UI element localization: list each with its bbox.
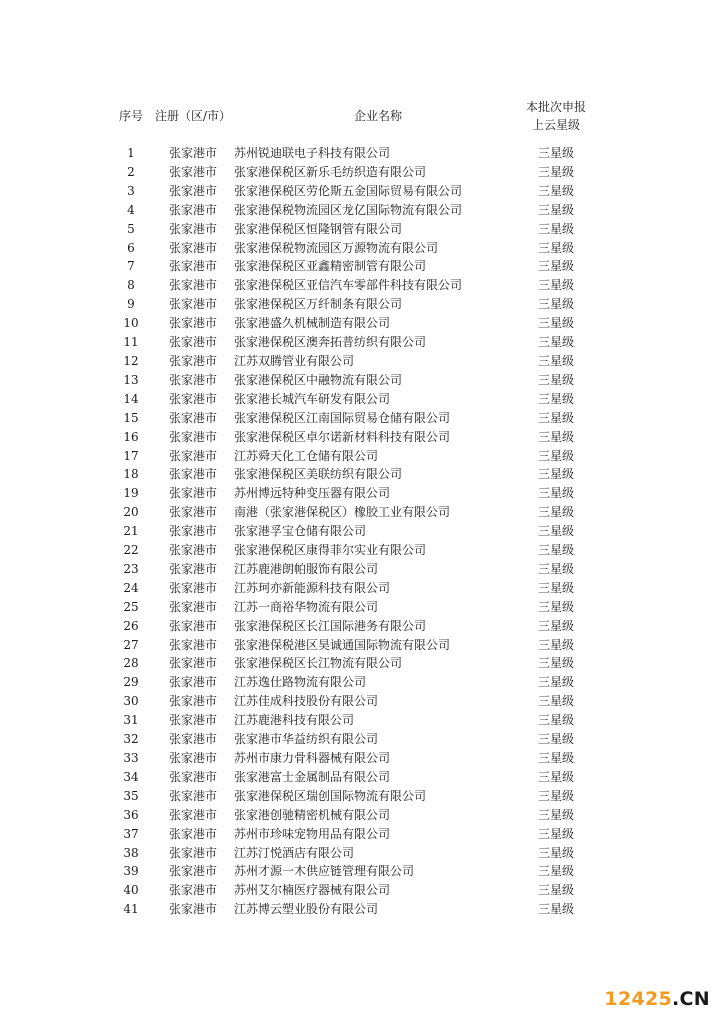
table-row (110, 220, 590, 239)
cell-region: 张家港市 (168, 353, 217, 368)
cell-no: 15 (123, 410, 139, 425)
cell-no: 30 (123, 694, 139, 709)
cell-level: 三星级 (537, 505, 574, 520)
cell-region: 张家港市 (168, 505, 217, 520)
cell-company: 张家港保税区新乐毛纺织造有限公司 (234, 164, 427, 179)
cell-company: 张家港保税区恒隆钢管有限公司 (234, 221, 403, 236)
cell-level: 三星级 (537, 240, 574, 255)
table-row (110, 276, 590, 295)
cell-company: 苏州锐迪联电子科技有限公司 (234, 146, 391, 160)
table-row (110, 201, 590, 220)
cell-level: 三星级 (537, 599, 574, 614)
cell-no: 31 (123, 713, 139, 728)
cell-region: 张家港市 (168, 467, 217, 482)
table-row (110, 711, 590, 730)
table-row (110, 371, 590, 390)
site-watermark-logo (604, 988, 710, 1010)
cell-company: 江苏鹿港朗帕服饰有限公司 (234, 561, 379, 576)
cell-no: 2 (127, 164, 135, 179)
cell-no: 22 (123, 543, 139, 558)
cell-level: 三星级 (537, 391, 574, 406)
cell-level: 三星级 (537, 826, 574, 841)
cell-level: 三星级 (537, 353, 574, 368)
cell-region: 张家港市 (168, 769, 217, 784)
cell-region: 张家港市 (168, 278, 217, 293)
cell-company: 张家港保税区中融物流有限公司 (234, 372, 403, 387)
cell-company: 苏州艾尔楠医疗器械有限公司 (234, 883, 391, 898)
cell-level: 三星级 (537, 543, 574, 558)
table-row (110, 295, 590, 314)
cell-level: 三星级 (537, 524, 574, 539)
cell-level: 三星级 (537, 410, 574, 425)
table-row (110, 692, 590, 711)
cell-company: 张家港保税区长江物流有限公司 (234, 656, 403, 671)
cell-company: 南港（张家港保税区）橡胶工业有限公司 (234, 505, 451, 520)
cell-no: 18 (123, 467, 139, 482)
cell-level: 三星级 (537, 769, 574, 784)
table-body (110, 144, 590, 919)
cell-no: 29 (123, 675, 139, 690)
cell-region: 张家港市 (168, 183, 217, 198)
cell-no: 38 (123, 845, 139, 860)
cell-no: 5 (127, 221, 135, 236)
table-row (110, 447, 590, 466)
cell-region: 张家港市 (168, 637, 217, 652)
table-row (110, 579, 590, 598)
cell-company: 江苏舜天化工仓储有限公司 (234, 448, 379, 463)
cell-region: 张家港市 (168, 656, 217, 671)
table-row (110, 787, 590, 806)
cell-company: 张家港富士金属制品有限公司 (234, 769, 391, 784)
table-row (110, 806, 590, 825)
cell-region: 张家港市 (168, 164, 217, 179)
cell-level: 三星级 (537, 429, 574, 444)
table-row (110, 503, 590, 522)
cell-region: 张家港市 (168, 902, 217, 917)
cell-region: 张家港市 (168, 561, 217, 576)
header-region: 注册（区/市） (154, 109, 232, 123)
cell-company: 江苏博云塑业股份有限公司 (234, 902, 379, 917)
cell-no: 36 (123, 807, 139, 822)
header-company: 企业名称 (353, 109, 402, 123)
cell-no: 23 (123, 561, 139, 576)
cell-region: 张家港市 (168, 410, 217, 425)
cell-no: 11 (123, 335, 139, 350)
cell-level: 三星级 (537, 561, 574, 576)
cell-no: 35 (123, 788, 139, 803)
table-row (110, 636, 590, 655)
table-row (110, 144, 590, 163)
table-row (110, 881, 590, 900)
cell-no: 17 (123, 448, 139, 463)
cell-company: 江苏鹿港科技有限公司 (234, 713, 355, 728)
table-row (110, 654, 590, 673)
cell-no: 19 (123, 486, 139, 501)
cell-no: 33 (123, 751, 139, 765)
cell-company: 张家港保税区长江国际港务有限公司 (234, 618, 427, 633)
cell-company: 张家港盛久机械制造有限公司 (234, 316, 391, 331)
cell-company: 张家港市华益纺织有限公司 (234, 732, 379, 747)
cell-level: 三星级 (537, 751, 574, 765)
cell-region: 张家港市 (168, 713, 217, 728)
cell-level: 三星级 (537, 297, 574, 312)
cell-level: 三星级 (537, 883, 574, 898)
cell-no: 1 (127, 146, 135, 160)
cell-level: 三星级 (537, 259, 574, 274)
cell-level: 三星级 (537, 335, 574, 350)
cell-company: 苏州市康力骨科器械有限公司 (234, 751, 391, 765)
table-row (110, 182, 590, 201)
cell-company: 张家港保税区劳伦斯五金国际贸易有限公司 (234, 183, 463, 198)
cell-region: 张家港市 (168, 864, 217, 879)
cell-company: 张家港保税区亚信汽车零部件科技有限公司 (234, 278, 463, 293)
cell-region: 张家港市 (168, 146, 217, 160)
table-row (110, 730, 590, 749)
table-row (110, 673, 590, 692)
cell-no: 9 (127, 297, 135, 312)
cell-no: 7 (127, 259, 135, 274)
cell-no: 13 (123, 372, 139, 387)
cell-company: 张家港保税物流园区万源物流有限公司 (234, 240, 439, 255)
cell-region: 张家港市 (168, 618, 217, 633)
cell-level: 三星级 (537, 807, 574, 822)
table-row (110, 844, 590, 863)
cell-region: 张家港市 (168, 751, 217, 765)
cell-company: 江苏双腾管业有限公司 (234, 353, 355, 368)
cell-level: 三星级 (537, 656, 574, 671)
cell-region: 张家港市 (168, 807, 217, 822)
cell-level: 三星级 (537, 164, 574, 179)
cell-company: 张家港创驰精密机械有限公司 (234, 807, 391, 822)
table-row (110, 749, 590, 768)
table-row (110, 522, 590, 541)
table-row (110, 598, 590, 617)
cell-no: 41 (123, 902, 139, 917)
cell-company: 张家港保税港区昊诚通国际物流有限公司 (234, 637, 451, 652)
header-no: 序号 (118, 109, 143, 123)
cell-company: 江苏逸仕路物流有限公司 (234, 675, 367, 690)
cell-company: 张家港保税区美联纺织有限公司 (234, 467, 403, 482)
cell-level: 三星级 (537, 675, 574, 690)
table-row (110, 257, 590, 276)
cell-level: 三星级 (537, 202, 574, 217)
cell-level: 三星级 (537, 902, 574, 917)
cell-level: 三星级 (537, 183, 574, 198)
table-row (110, 465, 590, 484)
cell-no: 25 (123, 599, 139, 614)
table-row (110, 409, 590, 428)
watermark-number: 12425 (604, 988, 673, 1010)
cell-region: 张家港市 (168, 543, 217, 558)
cell-company: 张家港保税物流园区龙亿国际物流有限公司 (234, 202, 463, 217)
cell-no: 39 (123, 864, 139, 879)
cell-region: 张家港市 (168, 259, 217, 274)
cell-company: 江苏汀悦酒店有限公司 (234, 845, 355, 860)
cell-company: 张家港保税区亚鑫精密制管有限公司 (234, 259, 427, 274)
table-row (110, 484, 590, 503)
cell-company: 张家港保税区康得菲尔实业有限公司 (234, 543, 427, 558)
cell-company: 苏州市珍味宠物用品有限公司 (234, 826, 391, 841)
table-row (110, 768, 590, 787)
cell-region: 张家港市 (168, 580, 217, 595)
cell-level: 三星级 (537, 694, 574, 709)
cell-company: 张家港保税区万纤制条有限公司 (234, 297, 403, 312)
table-row (110, 560, 590, 579)
cell-no: 28 (123, 656, 139, 671)
table-row (110, 314, 590, 333)
cell-level: 三星级 (537, 146, 574, 160)
cell-level: 三星级 (537, 372, 574, 387)
cell-no: 4 (127, 202, 135, 217)
cell-region: 张家港市 (168, 732, 217, 747)
cell-region: 张家港市 (168, 391, 217, 406)
cell-region: 张家港市 (168, 372, 217, 387)
cell-level: 三星级 (537, 221, 574, 236)
cell-no: 24 (123, 580, 139, 595)
cell-level: 三星级 (537, 448, 574, 463)
cell-level: 三星级 (537, 788, 574, 803)
table-row (110, 825, 590, 844)
cell-company: 江苏一商裕华物流有限公司 (234, 599, 379, 614)
table-row (110, 390, 590, 409)
cell-level: 三星级 (537, 316, 574, 331)
cell-company: 张家港保税区卓尔诺新材料科技有限公司 (234, 429, 451, 444)
cell-company: 苏州博远特种变压器有限公司 (234, 486, 391, 501)
cell-region: 张家港市 (168, 202, 217, 217)
table-row (110, 163, 590, 182)
cell-no: 34 (123, 769, 139, 784)
cell-level: 三星级 (537, 278, 574, 293)
cell-region: 张家港市 (168, 429, 217, 444)
cell-level: 三星级 (537, 637, 574, 652)
table-row (110, 900, 590, 919)
cell-level: 三星级 (537, 845, 574, 860)
cell-no: 6 (127, 240, 135, 255)
cell-region: 张家港市 (168, 826, 217, 841)
cell-level: 三星级 (537, 486, 574, 501)
watermark-domain: .CN (672, 988, 710, 1010)
cell-region: 张家港市 (168, 883, 217, 898)
table-row (110, 352, 590, 371)
table-header-row (110, 88, 590, 144)
cell-company: 江苏珂亦新能源科技有限公司 (234, 580, 391, 595)
table-row (110, 333, 590, 352)
cell-no: 14 (123, 391, 139, 406)
cell-region: 张家港市 (168, 335, 217, 350)
cell-no: 32 (123, 732, 139, 747)
cell-company: 江苏佳成科技股份有限公司 (234, 694, 379, 709)
table-row (110, 862, 590, 881)
cell-no: 3 (127, 183, 135, 198)
cell-no: 26 (123, 618, 139, 633)
cell-region: 张家港市 (168, 316, 217, 331)
cell-no: 8 (127, 278, 135, 293)
cell-company: 苏州才源一木供应链管理有限公司 (234, 864, 415, 879)
cell-no: 40 (123, 883, 139, 898)
cell-level: 三星级 (537, 467, 574, 482)
cell-company: 张家港保税区瑞创国际物流有限公司 (234, 788, 427, 803)
cell-no: 16 (123, 429, 139, 444)
cell-level: 三星级 (537, 713, 574, 728)
table-row (110, 428, 590, 447)
cell-region: 张家港市 (168, 448, 217, 463)
cell-no: 27 (123, 637, 139, 652)
cell-company: 张家港孚宝仓储有限公司 (234, 524, 367, 539)
cell-region: 张家港市 (168, 221, 217, 236)
table-row (110, 239, 590, 258)
cell-company: 张家港保税区江南国际贸易仓储有限公司 (234, 410, 451, 425)
header-level: 本批次申报上云星级 (525, 100, 586, 132)
cell-company: 张家港保税区澳奔拓普纺织有限公司 (234, 335, 427, 350)
cell-level: 三星级 (537, 618, 574, 633)
cell-region: 张家港市 (168, 675, 217, 690)
cell-level: 三星级 (537, 732, 574, 747)
company-table (110, 88, 590, 919)
table-row (110, 541, 590, 560)
cell-no: 37 (123, 826, 139, 841)
cell-level: 三星级 (537, 864, 574, 879)
cell-region: 张家港市 (168, 486, 217, 501)
cell-region: 张家港市 (168, 297, 217, 312)
cell-no: 20 (123, 505, 139, 520)
cell-region: 张家港市 (168, 240, 217, 255)
table-row (110, 617, 590, 636)
cell-region: 张家港市 (168, 845, 217, 860)
cell-region: 张家港市 (168, 599, 217, 614)
cell-region: 张家港市 (168, 524, 217, 539)
cell-no: 10 (123, 316, 139, 331)
cell-region: 张家港市 (168, 694, 217, 709)
cell-level: 三星级 (537, 580, 574, 595)
cell-no: 12 (123, 353, 139, 368)
cell-no: 21 (123, 524, 139, 539)
cell-region: 张家港市 (168, 788, 217, 803)
cell-company: 张家港长城汽车研发有限公司 (234, 391, 391, 406)
